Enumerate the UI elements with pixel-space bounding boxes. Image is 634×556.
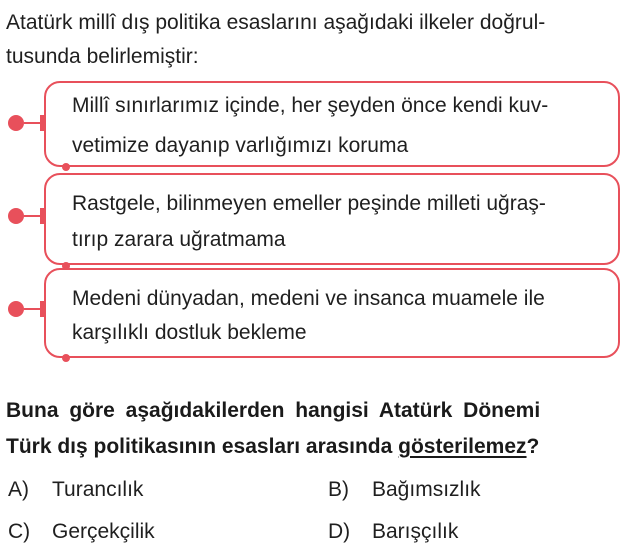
option-d-letter: D) [328, 520, 351, 543]
box-joint-dot [62, 354, 70, 362]
question-line-2 [6, 429, 626, 465]
option-b[interactable] [328, 477, 481, 503]
option-c[interactable] [8, 519, 155, 545]
principle-2-line-1: Rastgele, bilinmeyen emeller peşinde milleti uğraş- [72, 192, 546, 215]
option-b-text: Bağımsızlık [372, 478, 481, 501]
principle-1-line-1: Millî sınırlarımız içinde, her şeyden önce kendi kuv- [72, 94, 549, 117]
option-a[interactable] [8, 477, 143, 503]
option-c-text: Gerçekçilik [52, 520, 155, 543]
principle-1-line-2: vetimize dayanıp varlığımızı koruma [72, 134, 409, 157]
option-b-letter: B) [328, 478, 349, 501]
question-line-2-start: Türk dış politikasının esasları arasında [6, 435, 399, 458]
question-text [6, 393, 626, 465]
question-line-2-end: ? [526, 435, 540, 458]
principle-3-line-1: Medeni dünyadan, medeni ve insanca muamele ile [72, 287, 545, 310]
question-line-1: Buna göre aşağıdakilerden hangisi Atatürk Dönemi [6, 399, 541, 422]
box-joint-dot [62, 163, 70, 171]
question-underlined-word: gösterilemez [398, 435, 527, 458]
principle-3-line-2: karşılıklı dostluk bekleme [72, 321, 307, 344]
principle-box-2 [44, 173, 620, 265]
option-a-text: Turancılık [52, 478, 144, 501]
intro-line-1: Atatürk millî dış politika esaslarını aşağıdaki ilkeler doğrul- [6, 11, 546, 34]
option-d[interactable] [328, 519, 458, 545]
principle-box-1 [44, 81, 620, 167]
intro-line-2: tusunda belirlemiştir: [6, 45, 199, 68]
option-a-letter: A) [8, 478, 29, 501]
intro-text [6, 6, 626, 74]
principle-box-3 [44, 268, 620, 358]
option-c-letter: C) [8, 520, 31, 543]
principle-2-line-2: tırıp zarara uğratmama [72, 228, 286, 251]
option-d-text: Barışçılık [372, 520, 459, 543]
